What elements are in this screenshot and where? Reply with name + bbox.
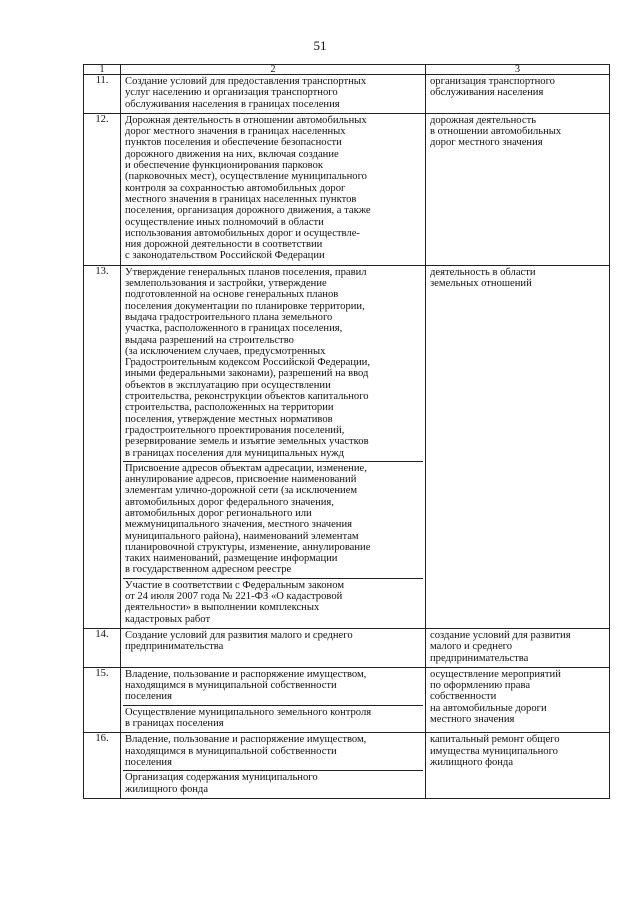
text-line: и обеспечение функционирования парковок: [125, 160, 324, 172]
text-line: пунктов поселения и обеспечение безопасности: [125, 137, 342, 149]
text-line: Создание условий для развития малого и среднего: [125, 629, 353, 641]
table-body: [84, 65, 610, 799]
power-description-part: [123, 668, 423, 705]
text-line: в отношении автомобильных: [430, 126, 562, 138]
table-row: [84, 733, 610, 798]
text-line: деятельность в области: [430, 266, 536, 278]
activity-area-cell: [426, 75, 610, 114]
text-line: планировочной структуры, изменение, аннулирование: [125, 541, 371, 553]
table-row: [84, 265, 610, 628]
text-line: Присвоение адресов объектам адресации, изменение,: [125, 462, 367, 474]
row-number: 12.: [84, 113, 121, 265]
text-line: контроля за сохранностью автомобильных дорог: [125, 182, 346, 194]
text-line: малого и среднего: [430, 641, 513, 653]
text-line: таких наименований, размещение информации: [125, 553, 338, 565]
text-line: осуществление мероприятий: [430, 668, 561, 680]
text-line: участка, расположенного в границах поселения,: [125, 323, 343, 335]
text-line: осуществление иных полномочий в области: [125, 216, 324, 228]
text-line: аннулирование адресов, присвоение наименований: [125, 474, 357, 486]
text-line: землепользования и застройки, утверждение: [125, 278, 327, 290]
text-line: находящимся в муниципальной собственности: [125, 745, 337, 757]
row-number: 15.: [84, 667, 121, 732]
text-line: жилищного фонда: [430, 756, 514, 768]
power-description-part: [123, 705, 423, 732]
text-line: земельных отношений: [430, 278, 532, 290]
text-line: Организация содержания муниципального: [125, 772, 318, 784]
text-line: Утверждение генеральных планов поселения, правил: [125, 266, 367, 278]
power-description-cell: [121, 667, 426, 732]
powers-table: [83, 64, 610, 799]
text-line: поселения, организация дорожного движения, а также: [125, 205, 371, 217]
row-number: 11.: [84, 75, 121, 114]
text-line: автомобильных дорог регионального или: [125, 507, 312, 519]
text-line: на автомобильные дороги: [430, 702, 547, 714]
power-description-cell: [121, 265, 426, 628]
text-line: (за исключением случаев, предусмотренных: [125, 345, 326, 357]
text-line: элементам улично-дорожной сети (за исключением: [125, 485, 358, 497]
text-line: Участие в соответствии с Федеральным законом: [125, 579, 345, 591]
table-row: [84, 75, 610, 114]
activity-area-cell: [426, 265, 610, 628]
text-line: дорожная деятельность: [430, 114, 537, 126]
activity-area-text: [428, 629, 607, 666]
power-description-cell: [121, 75, 426, 114]
text-line: дорог местного значения в границах населенных: [125, 126, 346, 138]
text-line: создание условий для развития: [430, 629, 571, 641]
text-line: кадастровых работ: [125, 613, 211, 625]
text-line: жилищного фонда: [125, 783, 209, 795]
text-line: собственности: [430, 691, 497, 703]
text-line: Градостроительным кодексом Российской Федерации,: [125, 357, 370, 369]
header-cell-1: 1: [84, 65, 121, 75]
power-description-cell: [121, 733, 426, 798]
text-line: Дорожная деятельность в отношении автомобильных: [125, 114, 367, 126]
activity-area-text: [428, 114, 607, 151]
text-line: поселения документации по планировке территории,: [125, 300, 365, 312]
text-line: иными федеральными законами), разрешений на ввод: [125, 368, 369, 380]
activity-area-cell: [426, 113, 610, 265]
text-line: Осуществление муниципального земельного контроля: [125, 706, 372, 718]
text-line: ния дорожной деятельности в соответствии: [125, 239, 323, 251]
header-row: [84, 65, 610, 75]
text-line: автомобильных дорог федерального значения,: [125, 496, 334, 508]
text-line: поселения, утверждение местных нормативов: [125, 413, 333, 425]
power-description-part: [123, 629, 423, 655]
text-line: межмуниципального значения, местного значения: [125, 519, 353, 531]
activity-area-text: [428, 266, 607, 292]
page-number: 51: [313, 38, 327, 53]
text-line: организация транспортного: [430, 76, 555, 87]
table-row: [84, 667, 610, 732]
text-line: подготовленной на основе генеральных планов: [125, 289, 339, 301]
text-line: градостроительного проектирования поселений,: [125, 424, 345, 436]
power-description-part: [123, 733, 423, 770]
power-description-part: [123, 75, 423, 112]
text-line: услуг населению и организация транспортного: [125, 87, 338, 99]
text-line: поселения: [125, 691, 172, 703]
power-description-part: [123, 770, 423, 797]
header-cell-2: 2: [121, 65, 426, 75]
text-line: Владение, пользование и распоряжение имуществом,: [125, 668, 367, 680]
text-line: с законодательством Российской Федерации: [125, 250, 325, 262]
table-row: [84, 628, 610, 667]
text-line: капитальный ремонт общего: [430, 734, 560, 746]
text-line: поселения: [125, 756, 172, 768]
power-description-part: [123, 578, 423, 627]
power-description-part: [123, 114, 423, 264]
text-line: использования автомобильных дорог и осуществле-: [125, 227, 360, 239]
activity-area-text: [428, 668, 607, 727]
text-line: деятельности» в выполнении комплексных: [125, 602, 320, 614]
text-line: муниципального района), наименований элементам: [125, 530, 359, 542]
activity-area-cell: [426, 628, 610, 667]
text-line: резервирование земель и изъятие земельных участков: [125, 436, 369, 448]
text-line: местного значения в границах населенных пунктов: [125, 193, 357, 205]
power-description-part: [123, 266, 423, 461]
text-line: в границах поселения для муниципальных нужд: [125, 447, 344, 459]
table-row: [84, 113, 610, 265]
text-line: в государственном адресном реестре: [125, 564, 292, 576]
text-line: дорог местного значения: [430, 137, 543, 149]
text-line: находящимся в муниципальной собственности: [125, 680, 337, 692]
text-line: выдача градостроительного плана земельного: [125, 311, 333, 323]
row-number: 16.: [84, 733, 121, 798]
text-line: имущества муниципального: [430, 745, 558, 757]
text-line: строительства, расположенных на территории: [125, 402, 334, 414]
row-number: 14.: [84, 628, 121, 667]
text-line: в границах поселения: [125, 718, 224, 730]
activity-area-text: [428, 733, 607, 770]
text-line: Владение, пользование и распоряжение имуществом,: [125, 734, 367, 746]
text-line: выдача разрешений на строительство: [125, 334, 294, 346]
text-line: местного значения: [430, 714, 515, 726]
text-line: по оформлению права: [430, 680, 531, 692]
activity-area-cell: [426, 733, 610, 798]
power-description-cell: [121, 628, 426, 667]
text-line: обслуживания населения: [430, 87, 544, 99]
text-line: обслуживания населения в границах поселения: [125, 98, 340, 110]
power-description-cell: [121, 113, 426, 265]
text-line: от 24 июля 2007 года № 221-ФЗ «О кадастровой: [125, 591, 343, 603]
header-cell-3: 3: [426, 65, 610, 75]
row-number: 13.: [84, 265, 121, 628]
activity-area-text: [428, 75, 607, 101]
text-line: предпринимательства: [430, 652, 529, 664]
text-line: (парковочных мест), осуществление муниципального: [125, 171, 367, 183]
text-line: дорожного движения на них, включая создание: [125, 148, 339, 160]
text-line: строительства, реконструкции объектов капитального: [125, 391, 369, 403]
text-line: Создание условий для предоставления транспортных: [125, 76, 367, 87]
text-line: предпринимательства: [125, 641, 224, 653]
power-description-part: [123, 461, 423, 578]
activity-area-cell: [426, 667, 610, 732]
text-line: объектов в эксплуатацию при осуществлении: [125, 379, 331, 391]
